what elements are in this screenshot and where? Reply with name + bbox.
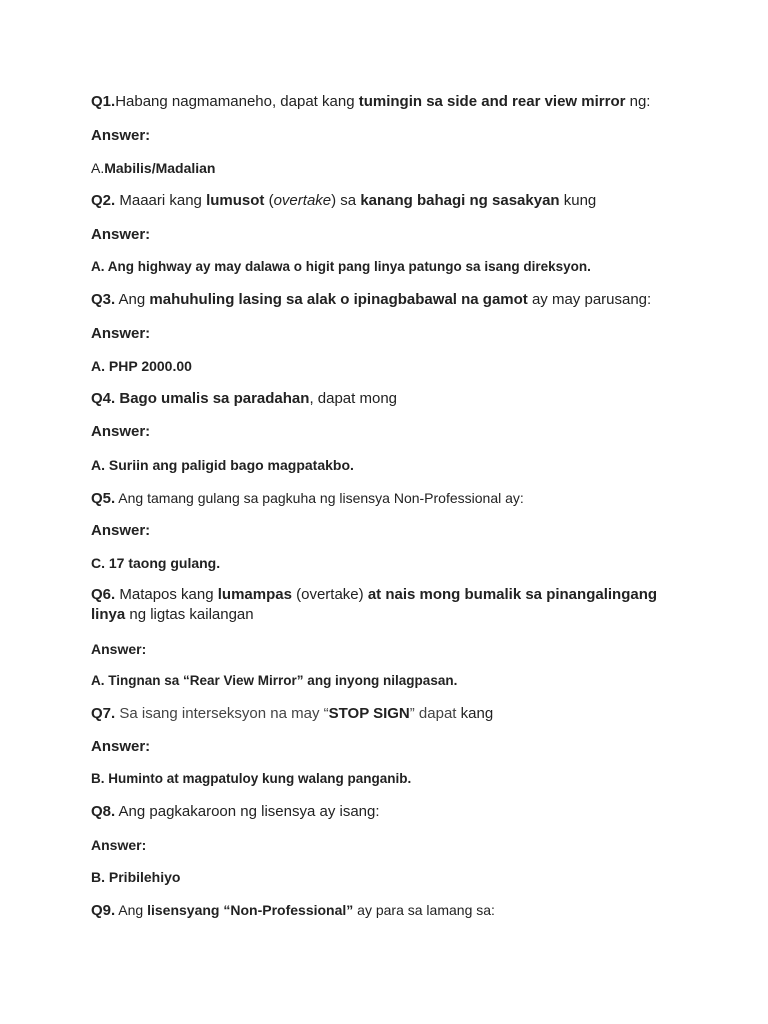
- question-number: Q5.: [91, 490, 116, 507]
- question-text: ng ligtas kailangan: [125, 606, 254, 623]
- question-2: [91, 191, 596, 211]
- question-emphasis: tumingin sa side and rear view mirror: [358, 93, 626, 110]
- answer-label: Answer:: [91, 127, 151, 144]
- answer-1: [91, 158, 215, 178]
- question-text: Ang: [115, 902, 148, 918]
- question-text: Ang tamang gulang sa pagkuha ng lisensya Non-Professional ay:: [115, 490, 524, 506]
- answer-label: Answer:: [91, 522, 151, 539]
- answer-4: A. Suriin ang paligid bago magpatakbo.: [91, 457, 354, 473]
- question-4: [91, 389, 397, 409]
- answer-label: Answer:: [91, 837, 147, 853]
- question-text: (: [264, 192, 274, 209]
- question-emphasis: mahuhuling lasing sa alak o ipinagbabawal na gamot: [149, 291, 528, 308]
- question-number: Q1.: [91, 93, 116, 110]
- question-italic: overtake: [273, 192, 332, 209]
- question-3: [91, 290, 651, 310]
- question-number: Q3.: [91, 291, 116, 308]
- question-text: (overtake): [291, 586, 368, 603]
- question-emphasis: lumampas: [217, 586, 292, 603]
- question-8: [91, 802, 380, 822]
- question-text: Maaari kang: [115, 192, 207, 209]
- question-emphasis: at nais mong bumalik sa pinangalingang linya: [91, 586, 658, 623]
- answer-5: C. 17 taong gulang.: [91, 555, 221, 571]
- answer-label: Answer:: [91, 423, 151, 440]
- answer-8: B. Pribilehiyo: [91, 869, 181, 885]
- question-7: [91, 704, 493, 724]
- question-text: Habang nagmamaneho, dapat kang: [115, 93, 359, 110]
- question-text: , dapat mong: [309, 390, 397, 407]
- question-emphasis: STOP SIGN: [328, 705, 410, 722]
- question-1: [91, 92, 650, 112]
- question-text: ” dapat: [409, 705, 461, 722]
- question-number: Q4.: [91, 390, 116, 407]
- question-text: ay para sa lamang sa:: [353, 902, 495, 918]
- answer-text: Mabilis/Madalian: [104, 160, 216, 176]
- answer-7: B. Huminto at magpatuloy kung walang panganib.: [91, 771, 412, 786]
- question-number: Q6.: [91, 586, 116, 603]
- answer-2: A. Ang highway ay may dalawa o higit pang linya patungo sa isang direksyon.: [91, 259, 591, 274]
- answer-3: A. PHP 2000.00: [91, 358, 192, 374]
- question-number: Q9.: [91, 902, 116, 919]
- question-text: Ang: [115, 291, 150, 308]
- question-number: Q7.: [91, 705, 116, 722]
- question-text: ay may parusang:: [527, 291, 652, 308]
- answer-label: Answer:: [91, 325, 151, 342]
- question-6: [91, 585, 671, 625]
- question-text: kung: [559, 192, 597, 209]
- answer-label: Answer:: [91, 226, 151, 243]
- question-emphasis: Bago umalis sa paradahan: [119, 390, 310, 407]
- question-emphasis: lumusot: [206, 192, 265, 209]
- question-emphasis: kanang bahagi ng sasakyan: [360, 192, 560, 209]
- question-text: ) sa: [331, 192, 361, 209]
- question-text: Matapos kang: [115, 586, 218, 603]
- answer-6: A. Tingnan sa “Rear View Mirror” ang inyong nilagpasan.: [91, 673, 458, 688]
- question-5: [91, 488, 524, 509]
- question-9: [91, 900, 495, 921]
- question-emphasis: lisensyang “Non-Professional”: [147, 902, 354, 918]
- answer-label: Answer:: [91, 641, 147, 657]
- question-number: Q8.: [91, 803, 116, 820]
- question-text: Sa isang interseksyon na may “: [115, 705, 329, 722]
- question-text: kang: [460, 705, 494, 722]
- question-text: ng:: [625, 93, 651, 110]
- question-number: Q2.: [91, 192, 116, 209]
- answer-prefix: A.: [91, 160, 105, 176]
- answer-label: Answer:: [91, 738, 151, 755]
- question-text: Ang pagkakaroon ng lisensya ay isang:: [115, 803, 380, 820]
